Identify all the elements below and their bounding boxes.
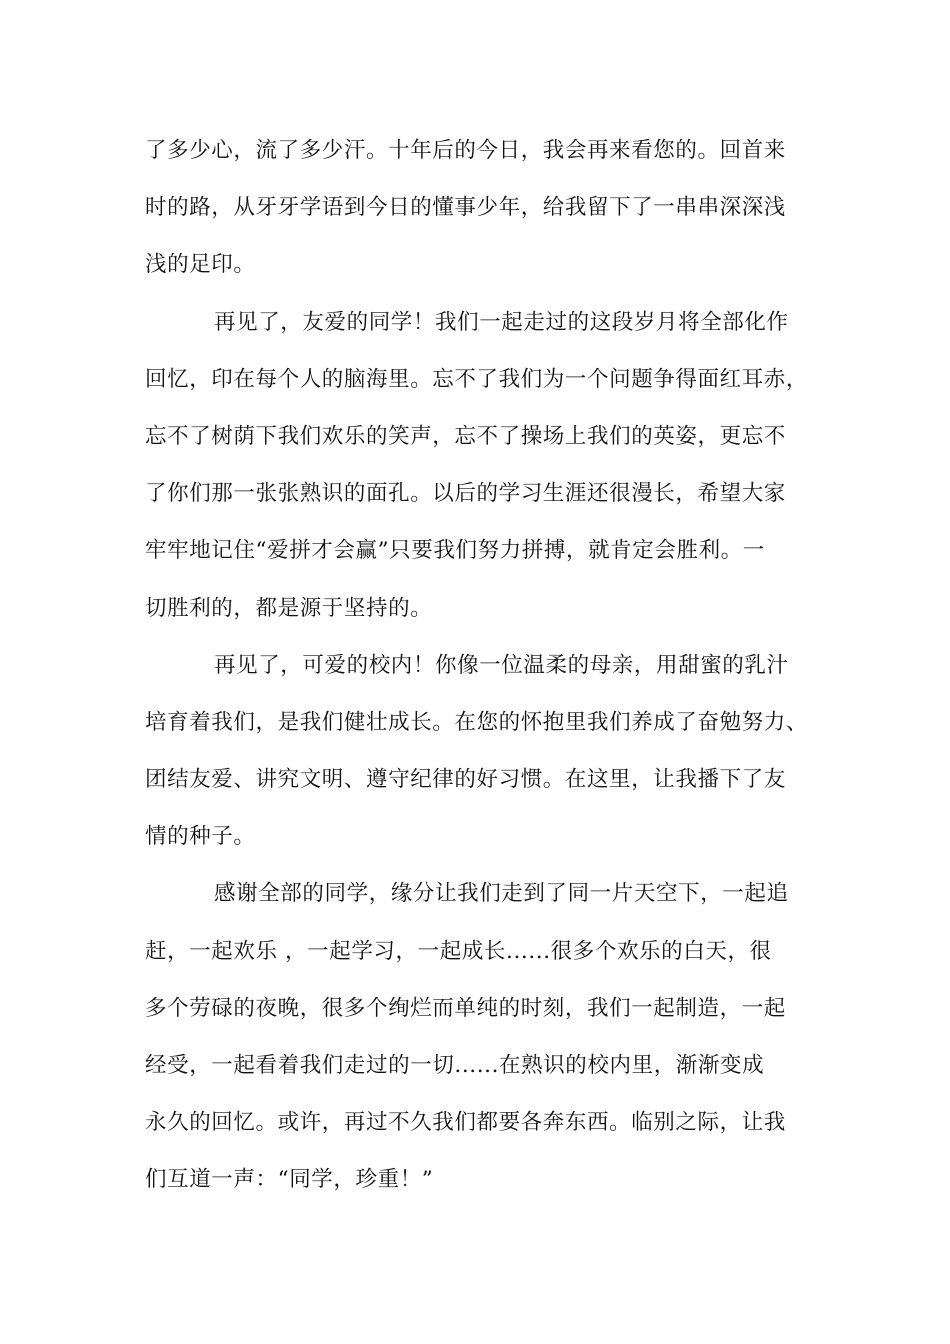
paragraph-1: [145, 122, 810, 294]
text-line: 切胜利的，都是源于坚持的。: [145, 595, 433, 621]
text-line: 感谢全部的同学，缘分让我们走到了同一片天空下，一起追: [214, 881, 789, 907]
text-line: 团结友爱、讲究文明、遵守纪律的好习惯。在这里，让我播下了友: [145, 767, 786, 793]
document-body: [145, 122, 810, 1209]
text-line: 了你们那一张张熟识的面孔。以后的学习生涯还很漫长，希望大家: [145, 481, 786, 507]
text-line: 经受，一起看着我们走过的一切......在熟识的校内里，渐渐变成: [145, 1053, 765, 1078]
text-line: 回忆，印在每个人的脑海里。忘不了我们为一个问题争得面红耳赤，: [145, 366, 809, 392]
paragraph-4: [145, 865, 810, 1208]
text-line: 情的种子。: [145, 824, 256, 850]
text-line: 时的路，从牙牙学语到今日的懂事少年，给我留下了一串串深深浅: [145, 195, 786, 221]
text-line: 培育着我们，是我们健壮成长。在您的怀抱里我们养成了奋勉努力、: [145, 709, 809, 735]
text-line: 浅的足印。: [145, 252, 256, 278]
text-line: 再见了，友爱的同学！我们一起走过的这段岁月将全部化作: [214, 309, 789, 335]
text-line: 赶，一起欢乐 ，一起学习，一起成长......很多个欢乐的白天，很: [145, 938, 772, 964]
text-line: 忘不了树荫下我们欢乐的笑声，忘不了操场上我们的英姿，更忘不: [145, 423, 786, 449]
text-line: 多个劳碌的夜晚，很多个绚烂而单纯的时刻，我们一起制造，一起: [145, 995, 786, 1021]
text-line: 们互道一声：“同学，珍重！”: [145, 1167, 434, 1193]
text-line: 了多少心，流了多少汗。十年后的今日，我会再来看您的。回首来: [145, 138, 786, 163]
text-line: 牢牢地记住“爱拼才会赢”只要我们努力拼搏，就肯定会胜利。一: [145, 538, 765, 564]
paragraph-2: [145, 294, 810, 637]
text-line: 永久的回忆。或许，再过不久我们都要各奔东西。临别之际，让我: [145, 1110, 786, 1136]
text-line: 再见了，可爱的校内！你像一位温柔的母亲，用甜蜜的乳汁: [214, 652, 789, 678]
paragraph-3: [145, 637, 810, 866]
